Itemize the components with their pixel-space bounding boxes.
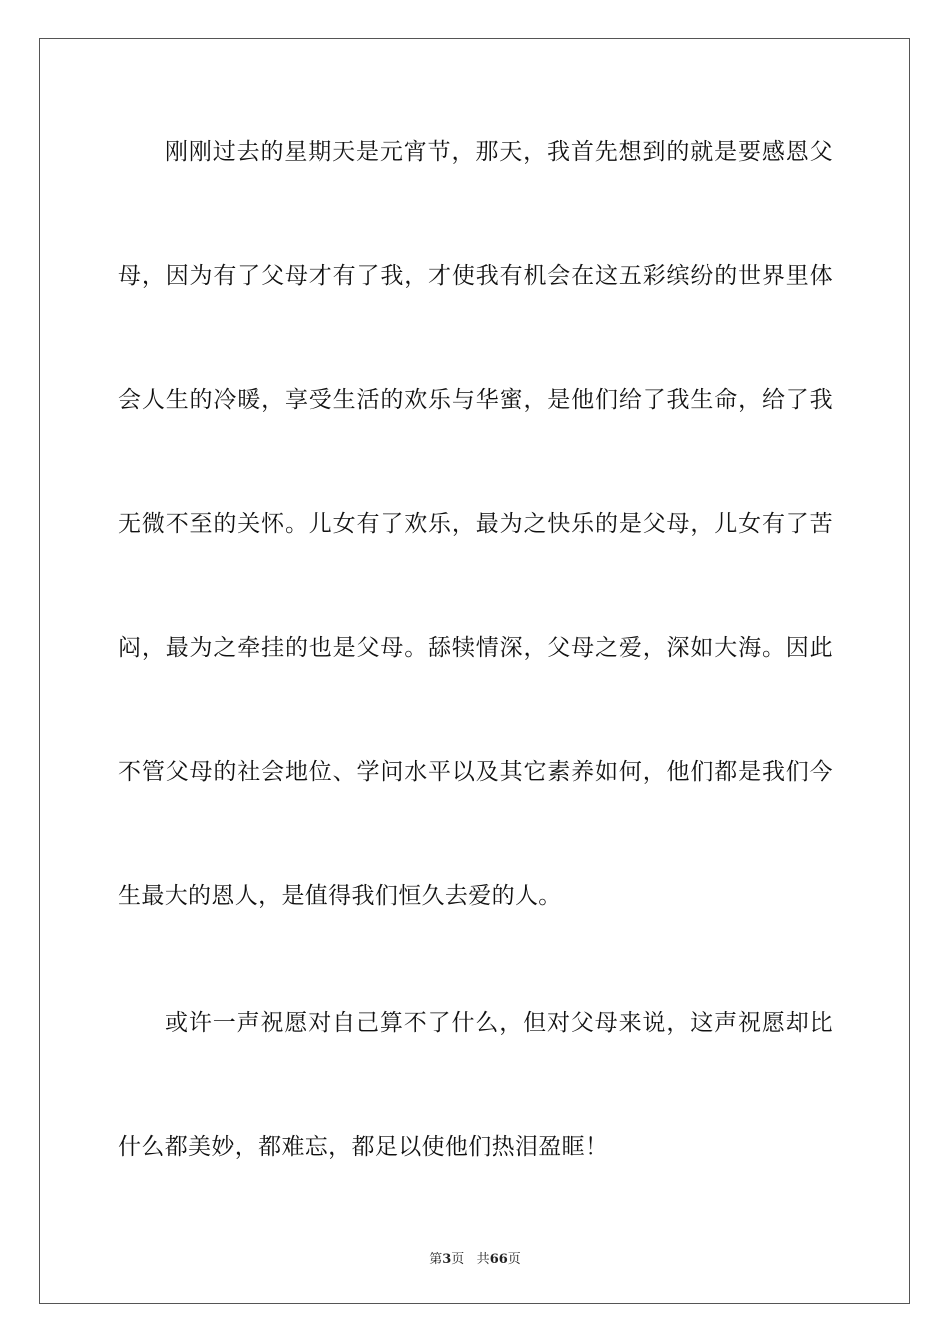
total-prefix: 共 <box>476 1252 490 1267</box>
total-suffix: 页 <box>507 1252 521 1267</box>
page-prefix: 第 <box>429 1252 443 1267</box>
page-suffix: 页 <box>451 1252 465 1267</box>
paragraph-2-line-1: 或许一声祝愿对自己算不了什么，但对父母来说，这声祝愿却比 <box>165 1010 833 1036</box>
page-footer <box>0 1248 950 1267</box>
paragraph-2-line-2: 什么都美妙，都难忘，都足以使他们热泪盈眶！ <box>118 1134 609 1160</box>
paragraph-1-line-6: 不管父母的社会地位、学问水平以及其它素养如何，他们都是我们今 <box>118 759 833 785</box>
paragraph-1-line-1: 刚刚过去的星期天是元宵节，那天，我首先想到的就是要感恩父 <box>165 139 833 165</box>
paragraph-1-line-3: 会人生的冷暖，享受生活的欢乐与华蜜，是他们给了我生命，给了我 <box>118 387 833 413</box>
page-number: 3 <box>442 1252 452 1267</box>
total-pages: 66 <box>489 1252 508 1267</box>
page-border <box>39 38 910 1304</box>
paragraph-1-line-4: 无微不至的关怀。儿女有了欢乐，最为之快乐的是父母，儿女有了苦 <box>118 511 833 537</box>
paragraph-1-line-2: 母，因为有了父母才有了我，才使我有机会在这五彩缤纷的世界里体 <box>118 263 833 289</box>
paragraph-1-line-5: 闷，最为之牵挂的也是父母。舔犊情深，父母之爱，深如大海。因此 <box>118 635 833 661</box>
paragraph-1-line-7: 生最大的恩人，是值得我们恒久去爱的人。 <box>118 883 562 909</box>
